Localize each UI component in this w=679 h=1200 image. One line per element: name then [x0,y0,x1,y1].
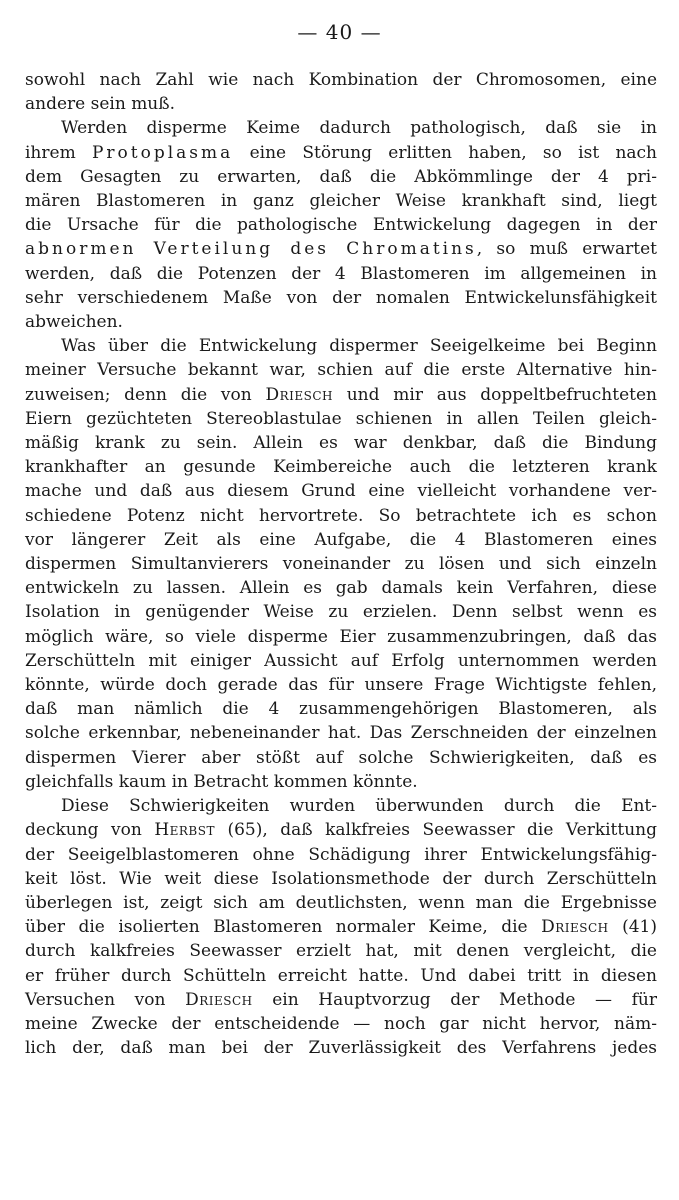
text-line [25,576,657,600]
text-run: solche erkennbar, nebeneinander hat. Das Zerschneiden der einzelnen [25,723,657,744]
text-line [25,673,657,697]
text-run: vor längerer Zeit als eine Aufgabe, die 4 Blastomeren eines [25,529,657,550]
text-run: daß man nämlich die 4 zusammengehörigen Blastomeren, als [25,699,657,720]
text-run: meine Zwecke der entscheidende — noch gar nicht hervor, näm- [25,1013,657,1034]
text-line [25,334,657,358]
text-line [25,92,657,116]
text-run: sehr verschiedenem Maße von der nomalen Entwickelunsfähigkeit [25,287,657,308]
text-run: (41) [608,917,657,938]
text-run: werden, daß die Potenzen der 4 Blastomeren im allgemeinen in [25,263,657,284]
text-run: über die isolierten Blastomeren normaler Keime, die [25,917,542,938]
text-run: eine Störung erlitten haben, so ist nach [233,142,657,163]
text-run: lich der, daß man bei der Zuverlässigkeit des Verfahrens jedes [25,1038,657,1059]
text-line [25,213,657,237]
paragraph [25,334,657,794]
text-run: er früher durch Schütteln erreicht hatte. Und dabei tritt in diesen [25,965,657,986]
text-line [25,843,657,867]
text-run: Werden disperme Keime dadurch pathologisch, daß sie in [61,118,657,139]
text-run: Diese Schwierigkeiten wurden überwunden durch die Ent- [61,796,657,817]
text-line [25,407,657,431]
text-run: entwickeln zu lassen. Allein es gab damals kein Verfahren, diese [25,578,657,599]
text-line [25,552,657,576]
text-line [25,794,657,818]
text-line [25,1012,657,1036]
text-line [25,189,657,213]
text-run: durch kalkfreies Seewasser erzielt hat, mit denen vergleicht, die [25,941,657,962]
text-run: die Ursache für die pathologische Entwickelung dagegen in der [25,215,657,236]
text-run: möglich wäre, so viele disperme Eier zusammenzubringen, daß das [25,626,657,647]
text-line [25,915,657,939]
text-line [25,1036,657,1060]
text-run: keit löst. Wie weit diese Isolationsmethode der durch Zerschütteln [25,868,657,889]
text-line [25,964,657,988]
text-run: abweichen. [25,312,123,333]
text-line [25,625,657,649]
text-run: sowohl nach Zahl wie nach Kombination der Chromosomen, eine [25,70,657,90]
text-run: Eiern gezüchteten Stereoblastulae schienen in allen Teilen gleich- [25,408,657,429]
text-line [25,939,657,963]
text-run: ein Hauptvorzug der Methode — für [252,989,657,1010]
text-run: und mir aus doppeltbefruchteten [332,384,657,405]
text-run: Versuchen von [25,989,186,1010]
text-run: deckung von [25,820,155,841]
text-run: könnte, würde doch gerade das für unsere Frage Wichtigste fehlen, [25,675,657,696]
author-name: Driesch [185,989,253,1010]
emphasis-text: abnormen Verteilung des Chromatins [25,239,477,260]
text-line [25,455,657,479]
text-run: gleichfalls kaum in Betracht kommen könnte. [25,771,418,792]
text-run: ihrem [25,142,92,163]
text-run: (65), daß kalkfreies Seewasser die Verkittung [214,820,658,841]
text-line [25,818,657,842]
text-line [25,237,657,261]
text-line [25,165,657,189]
text-run: mäßig krank zu sein. Allein es war denkbar, daß die Bindung [25,433,657,454]
paragraph [25,68,657,116]
text-line [25,479,657,503]
body-text [25,68,657,1060]
text-line [25,68,657,92]
text-run: der Seeigelblastomeren ohne Schädigung ihrer Entwickelungsfähig- [25,844,657,865]
paragraph [25,794,657,1060]
text-run: mären Blastomeren in ganz gleicher Weise krankhaft sind, liegt [25,191,657,212]
text-run: zuweisen; denn die von [25,384,266,405]
text-run: dispermen Simultanvierers voneinander zu lösen und sich einzeln [25,554,657,575]
text-line [25,383,657,407]
text-line [25,697,657,721]
author-name: Driesch [265,384,333,405]
text-run: schiedene Potenz nicht hervortrete. So betrachtete ich es schon [25,505,657,526]
text-line [25,649,657,673]
text-run: andere sein muß. [25,94,176,115]
text-line [25,286,657,310]
text-run: krankhafter an gesunde Keimbereiche auch die letzteren krank [25,457,657,478]
text-run: dispermen Vierer aber stößt auf solche Schwierigkeiten, daß es [25,747,657,768]
text-line [25,721,657,745]
text-line [25,746,657,770]
text-line [25,867,657,891]
text-run: , so muß erwartet [476,239,657,260]
text-line [25,262,657,286]
text-line [25,528,657,552]
text-line [25,770,657,794]
text-run: Isolation in genügender Weise zu erzielen. Denn selbst wenn es [25,602,657,623]
text-run: dem Gesagten zu erwarten, daß die Abkömmlinge der 4 pri- [25,166,657,187]
text-line [25,600,657,624]
text-run: mache und daß aus diesem Grund eine vielleicht vorhandene ver- [25,481,657,502]
page-number: — 40 — [297,20,382,44]
author-name: Driesch [541,917,609,938]
text-run: überlegen ist, zeigt sich am deutlichsten, wenn man die Ergebnisse [25,892,657,913]
text-line [25,116,657,140]
text-run: Zerschütteln mit einiger Aussicht auf Erfolg unternommen werden [25,650,657,671]
text-run: meiner Versuche bekannt war, schien auf die erste Alternative hin- [25,360,657,381]
text-line [25,141,657,165]
emphasis-text: Protoplasma [91,142,234,163]
text-line [25,988,657,1012]
text-line [25,358,657,382]
text-line [25,310,657,334]
author-name: Herbst [154,820,215,841]
text-run: Was über die Entwickelung dispermer Seeigelkeime bei Beginn [61,336,657,357]
paragraph [25,116,657,334]
text-line [25,504,657,528]
text-line [25,891,657,915]
text-line [25,431,657,455]
